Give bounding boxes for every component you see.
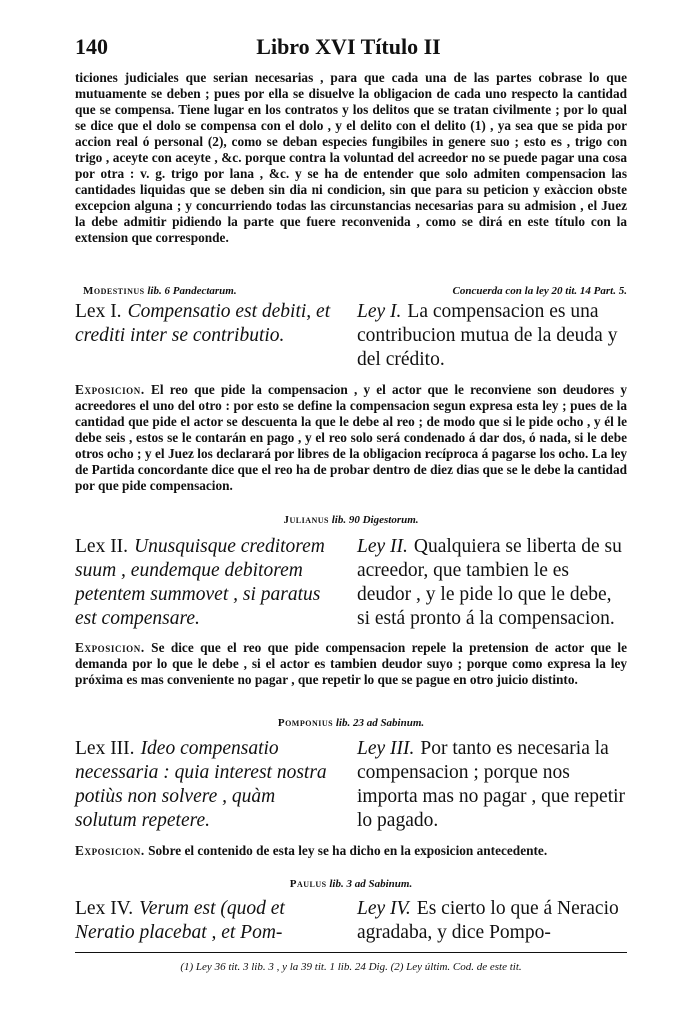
law-1-latin-text: Compensatio est debiti, et crediti inter se contributio.: [75, 301, 331, 346]
law-4-source-row: [75, 878, 627, 890]
law-3-source-row: [75, 717, 627, 729]
law-1-latin-tag: Lex I.: [75, 301, 122, 322]
law-1-exposition: [75, 382, 627, 494]
running-header: [75, 34, 622, 64]
law-2-latin-text: Unusquisque creditorem suum , eundemque debitorem petentem summovet , si paratus est compensare.: [75, 536, 325, 629]
law-3-latin-tag: Lex III.: [75, 738, 135, 759]
law-4-latin-text: Verum est (quod et Neratio placebat , et Pom-: [75, 898, 285, 943]
law-3-spanish: [357, 737, 627, 833]
law-1-concordance: Concuerda con la ley 20 tit. 14 Part. 5.: [452, 285, 627, 297]
law-3-exposition: [75, 843, 627, 859]
footnote-divider: [75, 952, 627, 953]
law-2-spanish: [357, 535, 627, 631]
law-4-latin-tag: Lex IV.: [75, 898, 134, 919]
law-3-spanish-text: Por tanto es necesaria la compensacion ; porque nos importa mas no pagar , que repetir lo pagado.: [357, 738, 626, 831]
law-3-latin-text: Ideo compensatio necessaria : quia interest nostra potiùs non solvere , quàm solutum repetere.: [75, 738, 327, 831]
law-3-source-ref: lib. 23 ad Sabinum.: [335, 717, 425, 729]
law-3-spanish-tag: Ley III.: [357, 738, 415, 759]
law-4-source-name: Paulus: [289, 878, 327, 890]
law-1-exposition-label: Exposicion.: [75, 382, 145, 397]
law-1-spanish-tag: Ley I.: [357, 301, 402, 322]
law-1-source-name: Modestinus: [83, 285, 145, 297]
law-2-latin: [75, 535, 341, 631]
law-2-source-name: Julianus: [283, 514, 329, 526]
law-2-source-row: [75, 514, 627, 526]
law-1-spanish-text: La compensacion es una contribucion mutua de la deuda y del crédito.: [357, 301, 618, 370]
page-number: 140: [75, 34, 108, 59]
law-3-exposition-text: Sobre el contenido de esta ley se ha dicho en la exposicion antecedente.: [148, 843, 548, 858]
law-2-exposition-text: Se dice que el reo que pide compensacion repele la pretension de actor que le demanda por lo que le debe , si el actor es tambien deudor suyo ; porque como expresa la ley próxima es mas conveniente no pagar , que repetir lo que se pague en otro juicio distinto.: [75, 640, 627, 687]
law-4-spanish-tag: Ley IV.: [357, 898, 411, 919]
law-2-source-ref: lib. 90 Digestorum.: [331, 514, 419, 526]
law-1-source-row: [75, 285, 627, 301]
law-4-source-ref: lib. 3 ad Sabinum.: [329, 878, 413, 890]
law-2-exposition: [75, 640, 627, 688]
law-1-exposition-text: El reo que pide la compensacion , y el actor que le reconviene son deudores y acreedores el uno del otro : por esto se define la compensacion segun expresa esta ley ; pues de la cantidad que pide el actor se descuenta la que le debe al reo ; de modo que si le pide ocho , y él le debe seis , estos se le contarán en pago , y el reo solo será condenado á dar dos, ó nada, si le debe otros ocho ; y el Juez los declarará por libres de la obligacion recíproca á pagarse los ocho. La ley de Partida concordante dice que el reo ha de probar dentro de diez dias que se le debe la cantidad por que pide compensacion.: [75, 382, 627, 493]
law-1-latin: [75, 300, 341, 348]
law-3-source-name: Pomponius: [277, 717, 334, 729]
footnotes: (1) Ley 36 tit. 3 lib. 3 , y la 39 tit. 1 lib. 24 Dig. (2) Ley últim. Cod. de este tit.: [180, 961, 522, 973]
law-3-exposition-label: Exposicion.: [75, 843, 145, 858]
law-4-spanish-text: Es cierto lo que á Neracio agradaba, y dice Pompo-: [357, 898, 619, 943]
law-2-spanish-text: Qualquiera se liberta de su acreedor, que tambien le es deudor , y le pide lo que le debe, si está pronto á la compensacion.: [357, 536, 622, 629]
running-title: Libro XVI Título II: [256, 34, 441, 59]
law-3-latin: [75, 737, 341, 833]
law-2-latin-tag: Lex II.: [75, 536, 129, 557]
law-2-exposition-label: Exposicion.: [75, 640, 145, 655]
law-4-spanish: [357, 897, 627, 945]
law-1-source-ref: lib. 6 Pandectarum.: [147, 285, 237, 297]
law-4-latin: [75, 897, 341, 945]
law-2-spanish-tag: Ley II.: [357, 536, 408, 557]
law-1-spanish: [357, 300, 627, 372]
intro-paragraph: ticiones judiciales que serian necesarias , para que cada una de las partes cobrase lo que mutuamente se deben ; pues por ella se disuelve la obligacion de cada uno respecto la cantidad que se compensa. Tiene lugar en los contratos y los delitos que se tratan civilmente ; por lo qual se dice que el dolo se compensa con el dolo , y el delito con el delito (1) , ya sea que se pida por accion real ó personal (2), como se deban especies fungibiles in genere suo ; esto es , trigo con trigo , aceyte con aceyte , &c. porque contra la voluntad del acreedor no se puede pagar una cosa por otra : v. g. trigo por lana , &c. y se ha de entender que solo admiten compensacion las cantidades liquidas que se deben sin dia ni condicion, sin que para su peticion y exàccion obste excepcion alguna ; y concurriendo todas las circunstancias necesarias para su admision , el Juez la debe admitir pidiendo la parte que fuere reconvenida , como se dirá en este título con la extension que corresponde.: [75, 70, 627, 245]
